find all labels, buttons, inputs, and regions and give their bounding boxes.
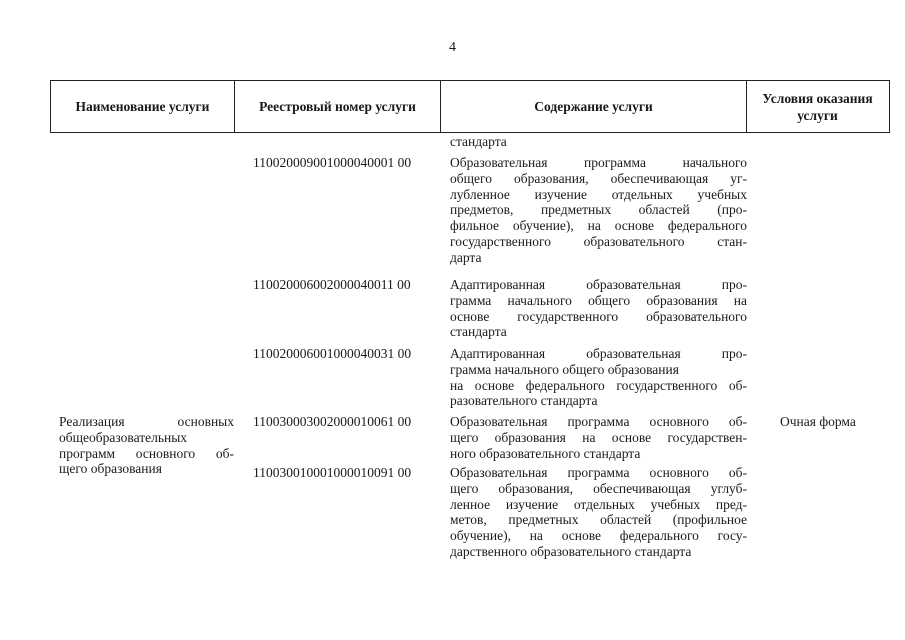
registry-number: 110030003002000010061 00	[253, 414, 412, 429]
table-header	[50, 80, 890, 133]
service-content: Адаптированная образовательная про- грамма начального общего образования на основе государственного образовательного стандарта	[450, 277, 747, 340]
service-content: Образовательная программа начального общего образования, обеспечивающая уг- лубленное изучение отдельных учебных предметов, предметных областей (про- фильное обучение), на основе федерального государственного образовательного стан- дарта	[450, 155, 747, 265]
service-content: Образовательная программа основного об- щего образования, обеспечивающая углуб- ленное изучение отдельных учебных пред- метов, предметных областей (профильное обучение), на основе федерального госу- дарственного образовательного стандарта	[450, 465, 747, 559]
registry-number: 110020006001000040031 00	[253, 346, 412, 361]
header-service-conditions: Условия оказания услуги	[762, 90, 873, 123]
header-service-content: Содержание услуги	[441, 81, 747, 132]
carryover-text: стандарта	[450, 134, 507, 149]
header-service-name: Наименование услуги	[51, 81, 235, 132]
header-registry-number: Реестровый номер услуги	[235, 81, 441, 132]
registry-number: 110030010001000010091 00	[253, 465, 412, 480]
service-conditions: Очная форма	[780, 414, 856, 429]
service-content: Адаптированная образовательная про- грамма начального общего образования на основе федерального государственного об- разовательного стандарта	[450, 346, 747, 409]
registry-number: 110020009001000040001 00	[253, 155, 412, 170]
page-number: 4	[449, 40, 456, 55]
service-content: Образовательная программа основного об- щего образования на основе государствен- ного образовательного стандарта	[450, 414, 747, 461]
service-name: Реализация основных общеобразовательных программ основного об- щего образования	[59, 414, 234, 477]
registry-number: 110020006002000040011 00	[253, 277, 411, 292]
